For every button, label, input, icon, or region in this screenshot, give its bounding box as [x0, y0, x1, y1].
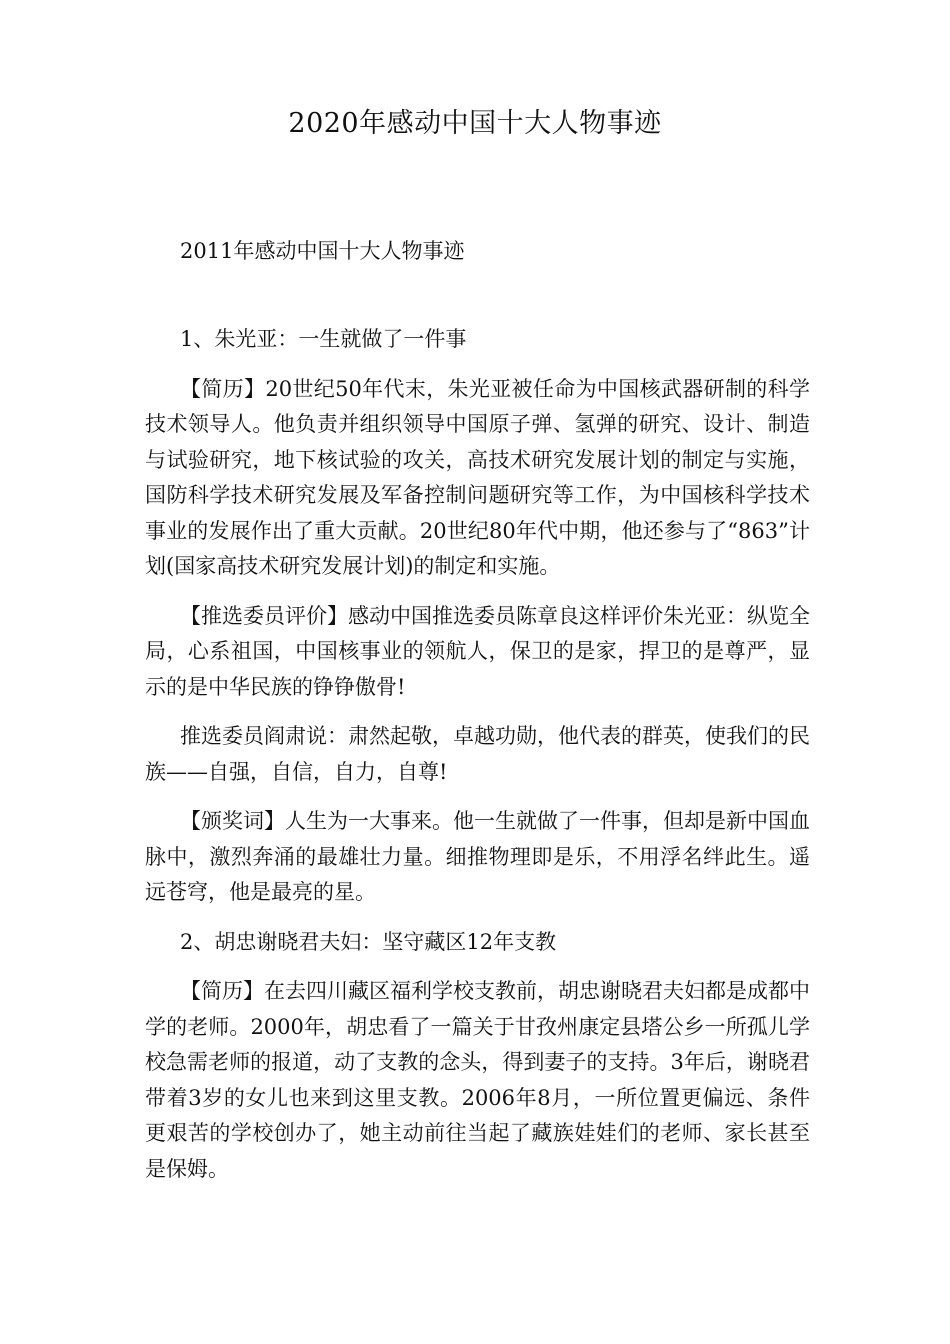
paragraph-biography-zhu: 【简历】20世纪50年代末，朱光亚被任命为中国核武器研制的科学技术领导人。他负责并组织领导中国原子弹、氢弹的研究、设计、制造与试验研究，地下核试验的攻关，高技术研究发展计划的制定与实施，国防科学技术研究发展及军备控制问题研究等工作，为中国核科学技术事业的发展作出了重大贡献。20世纪80年代中期，他还参与了“863”计划(国家高技术研究发展计划)的制定和实施。: [145, 376, 810, 578]
document-subtitle: 2011年感动中国十大人物事迹: [180, 239, 465, 263]
section-heading-zhu-guangya: 1、朱光亚：一生就做了一件事: [180, 327, 467, 351]
section-heading-hu-zhong-xie-xiaojun: 2、胡忠谢晓君夫妇：坚守藏区12年支教: [180, 929, 557, 954]
document-title: 2020年感动中国十大人物事迹: [288, 108, 662, 139]
document-body: [145, 322, 810, 1201]
paragraph-award-citation: 【颁奖词】人生为一大事来。他一生就做了一件事，但却是新中国血脉中，激烈奔涌的最雄壮力量。细推物理即是乐，不用浮名绊此生。遥远苍穹，他是最亮的星。: [145, 809, 810, 904]
paragraph-biography-hu-xie: 【简历】在去四川藏区福利学校支教前，胡忠谢晓君夫妇都是成都中学的老师。2000年，胡忠看了一篇关于甘孜州康定县塔公乡一所孤儿学校急需老师的报道，动了支教的念头，得到妻子的支持。3年后，谢晓君带着3岁的女儿也来到这里支教。2006年8月，一所位置更偏远、条件更艰苦的学校创办了，她主动前往当起了藏族娃娃们的老师、家长甚至是保姆。: [145, 979, 810, 1181]
paragraph-committee-review: 【推选委员评价】感动中国推选委员陈章良这样评价朱光亚：纵览全局，心系祖国，中国核事业的领航人，保卫的是家，捍卫的是尊严，显示的是中华民族的铮铮傲骨!: [145, 603, 810, 699]
paragraph-yan-su-comment: 推选委员阎肃说：肃然起敬，卓越功勋，他代表的群英，使我们的民族——自强，自信，自力，自尊!: [145, 724, 810, 784]
